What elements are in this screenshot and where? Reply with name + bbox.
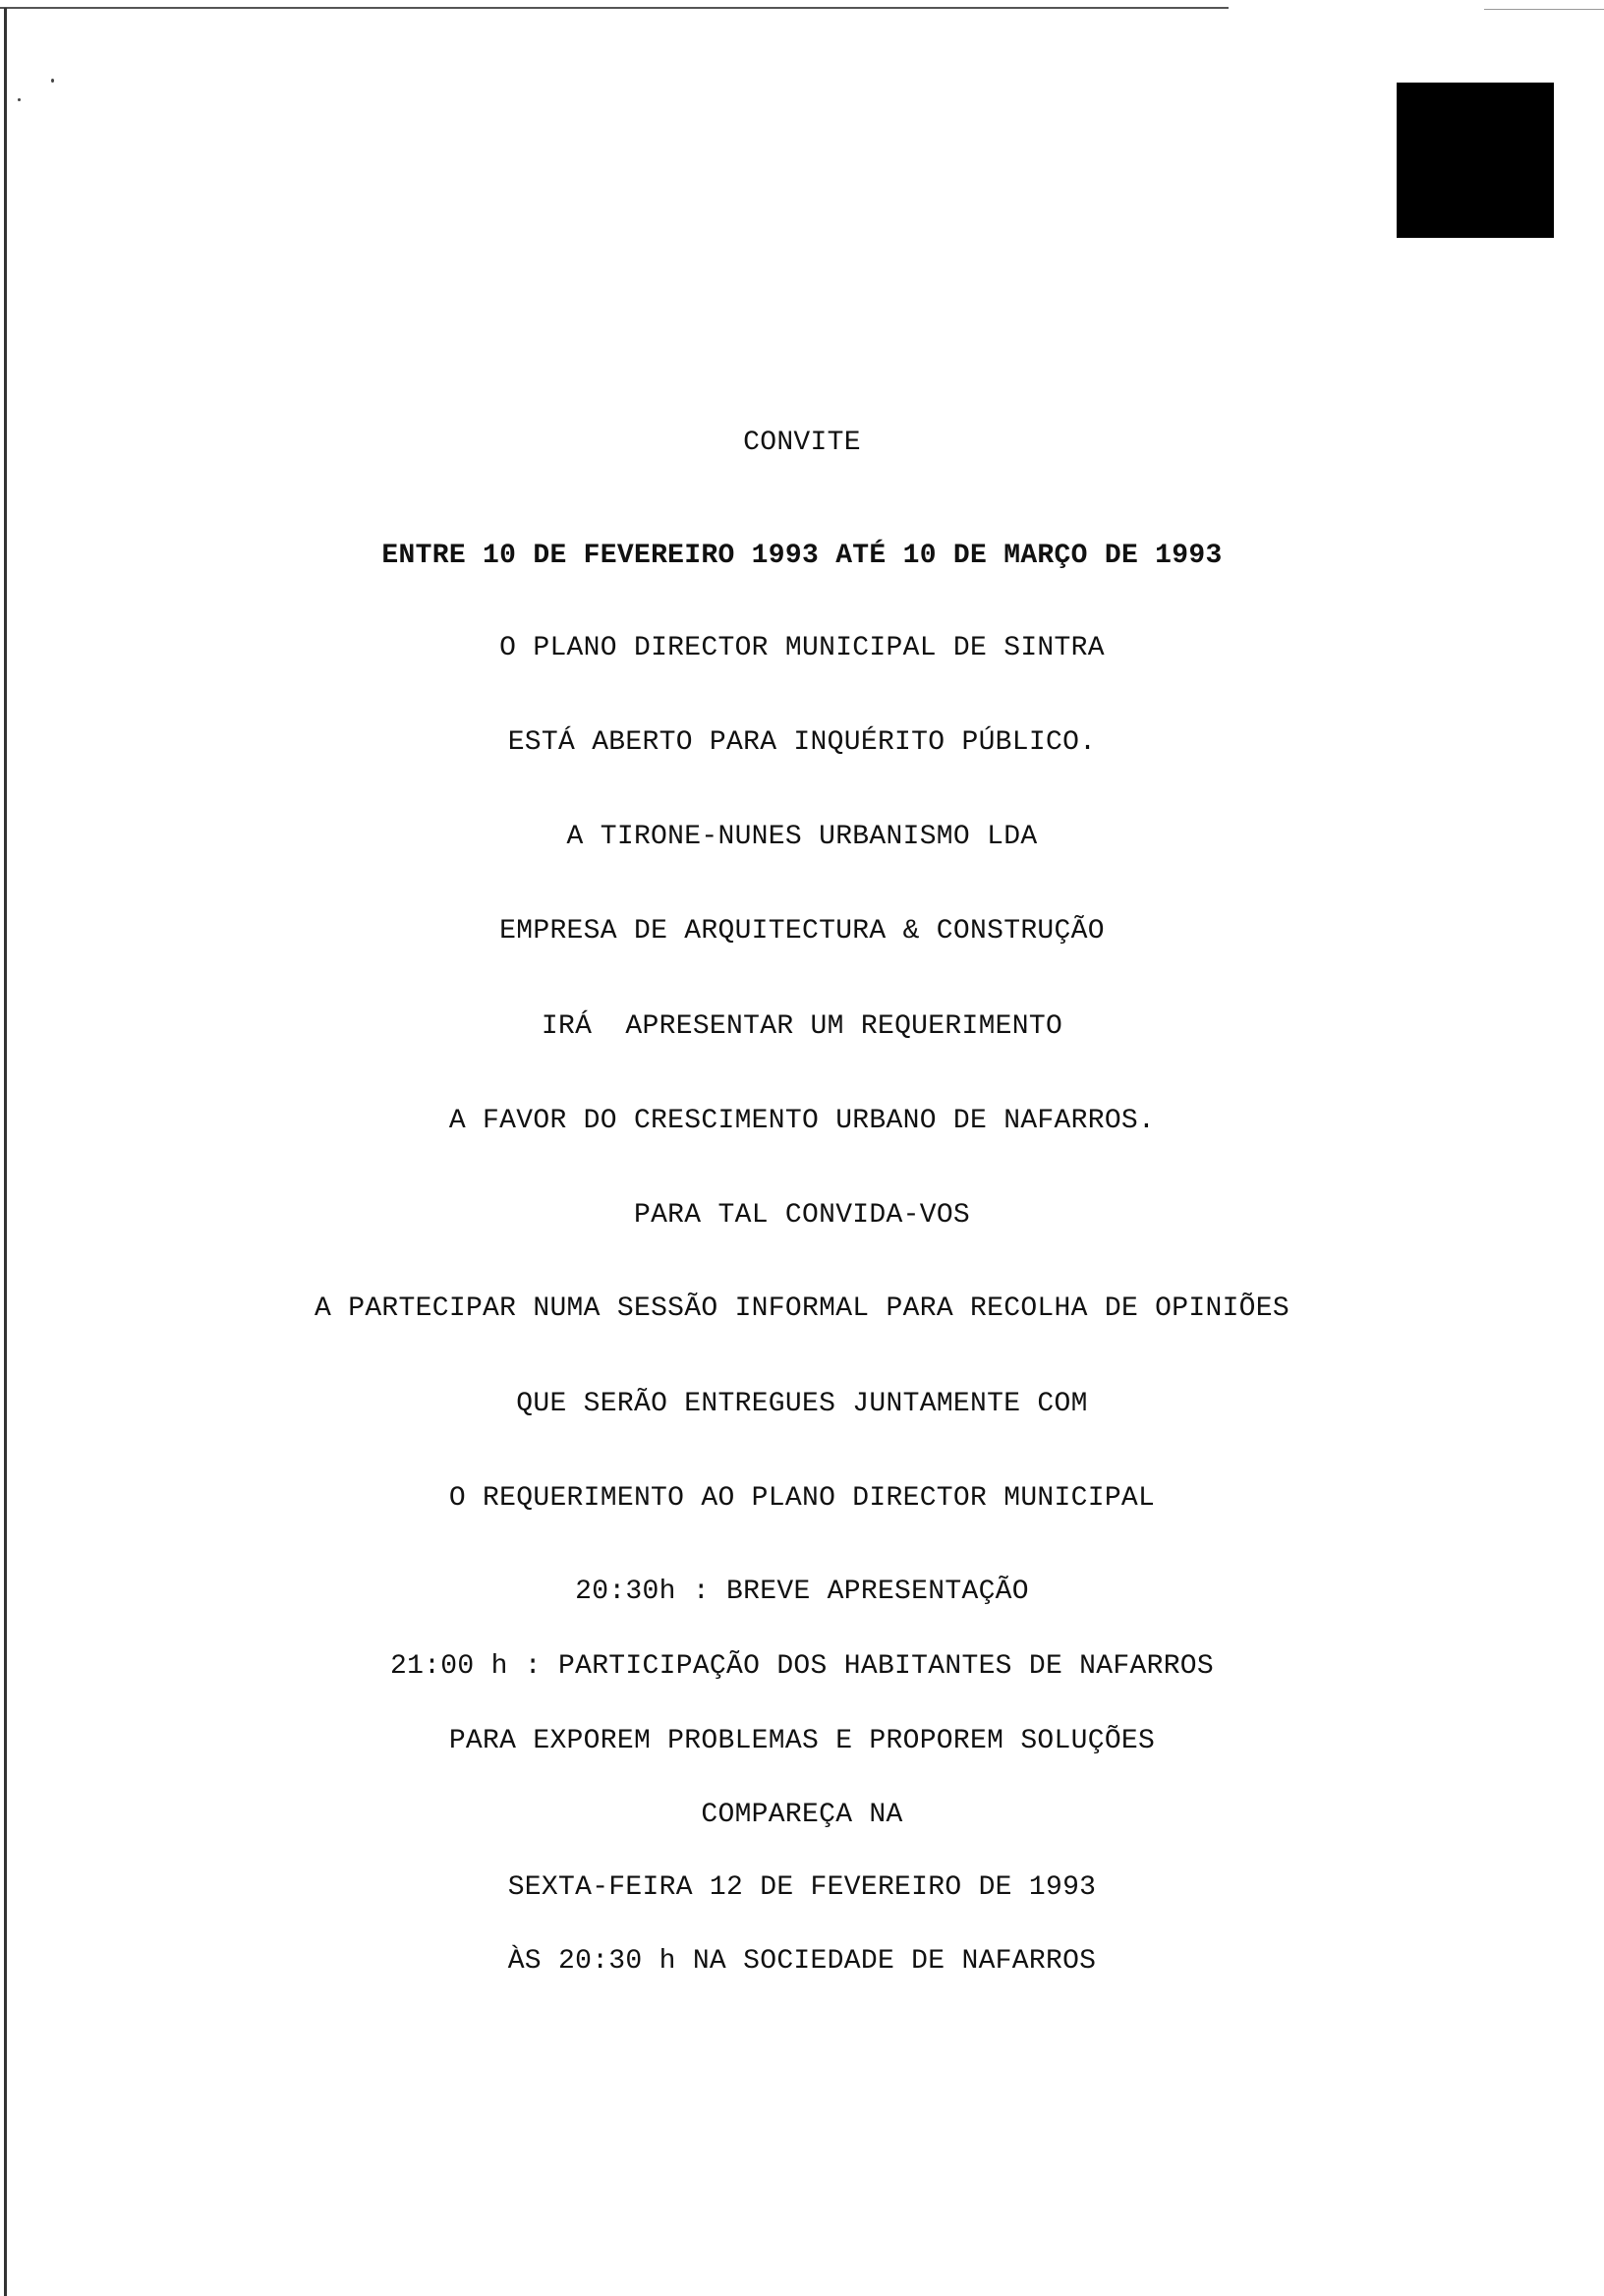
- text-line: A FAVOR DO CRESCIMENTO URBANO DE NAFARROS.: [448, 1106, 1156, 1136]
- text-line: A TIRONE-NUNES URBANISMO LDA: [566, 822, 1038, 852]
- schedule-line: 21:00 h : PARTICIPAÇÃO DOS HABITANTES DE NAFARROS: [389, 1651, 1215, 1682]
- event-location-line: ÀS 20:30 h NA SOCIEDADE DE NAFARROS: [507, 1946, 1097, 1977]
- schedule-line: 20:30h : BREVE APRESENTAÇÃO: [575, 1577, 1029, 1607]
- document-title: CONVITE: [743, 428, 861, 458]
- text-line: O PLANO DIRECTOR MUNICIPAL DE SINTRA: [499, 633, 1105, 663]
- scan-edge-top-right: [1484, 9, 1604, 10]
- text-line: PARA EXPOREM PROBLEMAS E PROPOREM SOLUÇÕES: [448, 1726, 1156, 1756]
- text-line: EMPRESA DE ARQUITECTURA & CONSTRUÇÃO: [499, 916, 1105, 947]
- text-line: O REQUERIMENTO AO PLANO DIRECTOR MUNICIPAL: [448, 1483, 1156, 1514]
- scan-speck: [18, 98, 21, 101]
- text-line: PARA TAL CONVIDA-VOS: [633, 1200, 971, 1231]
- text-line: COMPAREÇA NA: [701, 1800, 903, 1830]
- text-line: QUE SERÃO ENTREGUES JUNTAMENTE COM: [516, 1389, 1088, 1419]
- event-date-line: SEXTA-FEIRA 12 DE FEVEREIRO DE 1993: [507, 1872, 1097, 1903]
- date-range-line: ENTRE 10 DE FEVEREIRO 1993 ATÉ 10 DE MARÇO DE 1993: [381, 541, 1223, 571]
- text-line: A PARTECIPAR NUMA SESSÃO INFORMAL PARA RECOLHA DE OPINIÕES: [315, 1293, 1289, 1324]
- text-line: IRÁ APRESENTAR UM REQUERIMENTO: [541, 1011, 1063, 1042]
- scan-edge-top: [0, 7, 1229, 9]
- text-line: ESTÁ ABERTO PARA INQUÉRITO PÚBLICO.: [507, 727, 1097, 758]
- redaction-block: [1397, 83, 1554, 238]
- scan-speck: [51, 79, 54, 83]
